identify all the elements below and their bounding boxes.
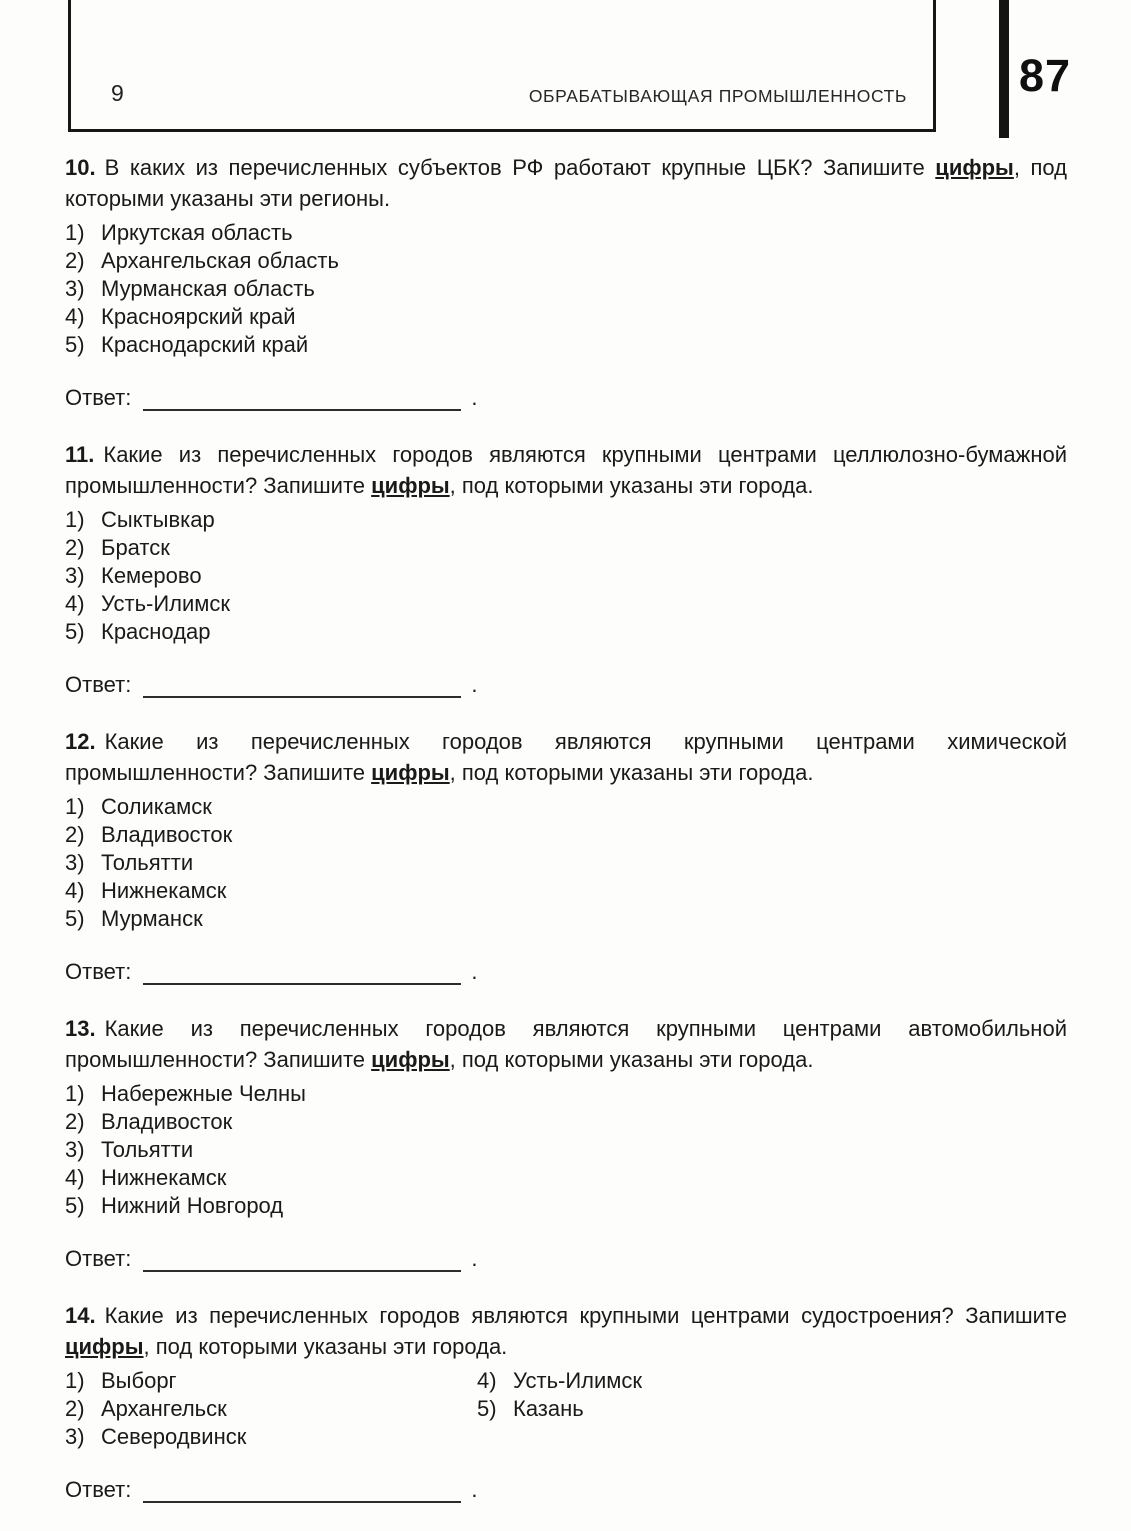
question-14 <box>65 1300 1067 1503</box>
question-text-before: Какие из перечисленных городов являются крупными центрами химической промышленности? Запишите <box>65 729 1067 785</box>
option-row <box>65 1108 1067 1136</box>
option-row <box>65 506 1067 534</box>
page-content <box>65 152 1067 1531</box>
option-label: Красноярский край <box>101 304 296 329</box>
option-row <box>65 534 1067 562</box>
answer-label: Ответ: <box>65 1246 132 1271</box>
option-label: Сыктывкар <box>101 507 215 532</box>
option-number: 4) <box>65 1165 85 1190</box>
option-label: Владивосток <box>101 1109 233 1134</box>
question-text-after: , под которыми указаны эти города. <box>143 1334 508 1359</box>
question-text-before: Какие из перечисленных городов являются крупными центрами судостроения? Запишите <box>104 1303 1067 1328</box>
option-label: Тольятти <box>101 1137 194 1162</box>
option-number: 4) <box>65 878 85 903</box>
answer-row <box>65 1246 1067 1272</box>
emphasized-word: цифры <box>65 1334 144 1359</box>
question-text <box>65 1300 1067 1362</box>
option-number: 2) <box>65 535 85 560</box>
question-text <box>65 439 1067 501</box>
option-label: Архангельская область <box>101 248 339 273</box>
option-number: 1) <box>65 507 85 532</box>
answer-row <box>65 959 1067 985</box>
option-label: Братск <box>101 535 170 560</box>
option-label: Соликамск <box>101 794 212 819</box>
option-number: 3) <box>65 276 85 301</box>
answer-period: . <box>471 1246 478 1271</box>
option-label: Архангельск <box>101 1396 227 1421</box>
option-row <box>477 1395 1067 1423</box>
answer-row <box>65 1477 1067 1503</box>
option-label: Краснодар <box>101 619 211 644</box>
option-row <box>65 821 1067 849</box>
answer-blank-line <box>143 387 461 411</box>
emphasized-word: цифры <box>935 155 1014 180</box>
option-row <box>65 1136 1067 1164</box>
question-text-before: В каких из перечисленных субъектов РФ работают крупные ЦБК? Запишите <box>104 155 936 180</box>
option-number: 1) <box>65 1081 85 1106</box>
option-number: 4) <box>65 591 85 616</box>
option-number: 3) <box>65 850 85 875</box>
option-label: Мурманск <box>101 906 203 931</box>
option-label: Выборг <box>101 1368 177 1393</box>
option-label: Краснодарский край <box>101 332 309 357</box>
answer-blank-line <box>143 961 461 985</box>
option-row <box>65 618 1067 646</box>
option-row <box>65 1192 1067 1220</box>
option-number: 5) <box>65 619 85 644</box>
option-label: Набережные Челны <box>101 1081 306 1106</box>
option-label: Тольятти <box>101 850 194 875</box>
section-number: 9 <box>111 80 124 106</box>
options-list <box>65 219 1067 359</box>
option-row <box>65 793 1067 821</box>
option-row <box>65 1423 477 1451</box>
question-number: 11. <box>65 442 95 467</box>
option-number: 3) <box>65 1137 85 1162</box>
option-number: 2) <box>65 1396 85 1421</box>
option-number: 2) <box>65 1109 85 1134</box>
option-label: Мурманская область <box>101 276 315 301</box>
answer-period: . <box>471 672 478 697</box>
answer-period: . <box>471 959 478 984</box>
option-row <box>65 590 1067 618</box>
chapter-title: ОБРАБАТЫВАЮЩАЯ ПРОМЫШЛЕННОСТЬ <box>528 86 907 106</box>
question-10 <box>65 152 1067 411</box>
option-label: Нижнекамск <box>101 878 227 903</box>
option-label: Владивосток <box>101 822 233 847</box>
option-label: Иркутская область <box>101 220 293 245</box>
option-number: 5) <box>65 1193 85 1218</box>
answer-label: Ответ: <box>65 1477 132 1502</box>
emphasized-word: цифры <box>371 760 450 785</box>
answer-period: . <box>471 1477 478 1502</box>
option-number: 1) <box>65 1368 85 1393</box>
option-number: 1) <box>65 794 85 819</box>
option-row <box>65 877 1067 905</box>
answer-label: Ответ: <box>65 385 132 410</box>
option-row <box>65 562 1067 590</box>
answer-blank-line <box>143 674 461 698</box>
question-12 <box>65 726 1067 985</box>
question-text <box>65 1013 1067 1075</box>
page-header <box>68 0 936 132</box>
option-row <box>477 1367 1067 1395</box>
question-text <box>65 152 1067 214</box>
option-row <box>65 219 1067 247</box>
question-text-after: , под которыми указаны эти города. <box>449 1047 814 1072</box>
question-text-after: , под которыми указаны эти города. <box>449 760 814 785</box>
option-number: 3) <box>65 563 85 588</box>
option-label: Северодвинск <box>101 1424 247 1449</box>
options-list <box>65 1080 1067 1220</box>
option-number: 5) <box>65 906 85 931</box>
answer-row <box>65 385 1067 411</box>
options-list <box>65 793 1067 933</box>
question-number: 12. <box>65 729 96 754</box>
question-number: 13. <box>65 1016 96 1041</box>
option-number: 4) <box>65 304 85 329</box>
option-row <box>65 1164 1067 1192</box>
option-label: Кемерово <box>101 563 202 588</box>
answer-row <box>65 672 1067 698</box>
emphasized-word: цифры <box>371 473 450 498</box>
option-row <box>65 1080 1067 1108</box>
option-row <box>65 849 1067 877</box>
question-11 <box>65 439 1067 698</box>
option-number: 5) <box>477 1396 497 1421</box>
question-text <box>65 726 1067 788</box>
option-number: 1) <box>65 220 85 245</box>
option-label: Нижний Новгород <box>101 1193 284 1218</box>
option-row <box>65 905 1067 933</box>
page-number-divider-bar <box>999 0 1009 138</box>
option-label: Усть-Илимск <box>513 1368 643 1393</box>
option-number: 4) <box>477 1368 497 1393</box>
option-row <box>65 247 1067 275</box>
question-text-after: , под которыми указаны эти регионы. <box>65 155 1067 211</box>
option-row <box>65 331 1067 359</box>
option-row <box>65 1367 477 1395</box>
question-text-before: Какие из перечисленных городов являются крупными центрами целлюлозно-бумажной промышленности? Запишите <box>65 442 1067 498</box>
options-list <box>65 506 1067 646</box>
option-label: Нижнекамск <box>101 1165 227 1190</box>
option-number: 2) <box>65 822 85 847</box>
option-row <box>65 303 1067 331</box>
options-list <box>65 1367 1067 1451</box>
answer-blank-line <box>143 1479 461 1503</box>
answer-blank-line <box>143 1248 461 1272</box>
page-number: 87 <box>1019 50 1072 101</box>
emphasized-word: цифры <box>371 1047 450 1072</box>
option-number: 5) <box>65 332 85 357</box>
option-label: Усть-Илимск <box>101 591 231 616</box>
answer-label: Ответ: <box>65 672 132 697</box>
question-text-before: Какие из перечисленных городов являются крупными центрами автомобильной промышленности? Запишите <box>65 1016 1067 1072</box>
question-text-after: , под которыми указаны эти города. <box>449 473 814 498</box>
option-row <box>65 275 1067 303</box>
question-number: 14. <box>65 1303 96 1328</box>
answer-label: Ответ: <box>65 959 132 984</box>
question-13 <box>65 1013 1067 1272</box>
option-number: 3) <box>65 1424 85 1449</box>
option-label: Казань <box>513 1396 584 1421</box>
answer-period: . <box>471 385 478 410</box>
option-row <box>65 1395 477 1423</box>
option-number: 2) <box>65 248 85 273</box>
question-number: 10. <box>65 155 96 180</box>
